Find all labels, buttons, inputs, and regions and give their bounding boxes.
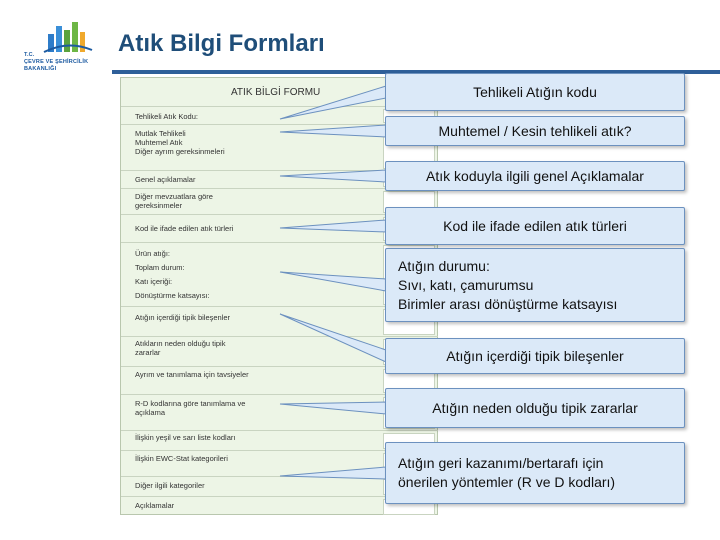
callout-box	[385, 442, 685, 504]
callout-box	[385, 338, 685, 374]
form-row-label-line: İlişkin yeşil ve sarı liste kodları	[135, 433, 236, 442]
form-row-label-line: Diğer ayrım gereksinmeleri	[135, 147, 225, 156]
callout-pointer	[280, 86, 386, 119]
form-row-label-line: Kod ile ifade edilen atık türleri	[135, 224, 234, 233]
callout-text	[432, 399, 637, 418]
callout-pointer	[280, 170, 386, 182]
callout-text	[443, 217, 627, 236]
callout-pointer	[280, 314, 386, 362]
form-row-label-line: Ürün atığı:	[135, 249, 171, 258]
form-row-label-line: Atıkların neden olduğu tipik	[135, 339, 226, 348]
callout-text-line: Atığın durumu:	[398, 257, 490, 274]
form-row-label-line: Mutlak Tehlikeli	[135, 129, 186, 138]
callout-pointer	[280, 402, 386, 414]
form-title: ATIK BİLGİ FORMU	[231, 87, 321, 98]
callout-box	[385, 161, 685, 191]
callout-text-line: Atığın geri kazanımı/bertarafı için	[398, 455, 604, 471]
callout-text	[439, 122, 632, 141]
callout-text-line: Atığın neden olduğu tipik zararlar	[432, 399, 638, 416]
form-row-label-line: Toplam durum:	[135, 263, 185, 272]
logo-line-3: BAKANLIĞI	[24, 66, 57, 72]
form-row-label-line: Genel açıklamalar	[135, 175, 196, 184]
callout-box	[385, 73, 685, 111]
form-row-label-line: Tehlikeli Atık Kodu:	[135, 112, 198, 121]
callout-pointer	[280, 272, 386, 291]
form-row-label-line: Dönüştürme katsayısı:	[135, 291, 210, 300]
form-row-label-line: Diğer mevzuatlara göre	[135, 192, 213, 201]
form-row-label-line: Katı içeriği:	[135, 277, 173, 286]
callout-box	[385, 207, 685, 245]
callout-text-line: Atığın içerdiği tipik bileşenler	[446, 347, 624, 364]
callout-box	[385, 388, 685, 428]
callout-box	[385, 248, 685, 322]
callout-text	[473, 83, 597, 102]
logo-line-2: ÇEVRE VE ŞEHİRCİLİK	[24, 59, 89, 65]
form-row-label-line: Diğer ilgili kategoriler	[135, 481, 205, 490]
callout-text	[398, 454, 615, 492]
form-row-label-line: Atığın içerdiği tipik bileşenler	[135, 313, 231, 322]
callout-pointer	[280, 125, 386, 137]
callout-text-line: Kod ile ifade edilen atık türleri	[443, 217, 627, 234]
callout-text-line: Tehlikeli Atığın kodu	[473, 83, 597, 100]
form-row-label-line: açıklama	[135, 408, 166, 417]
form-row-label-line: zararlar	[135, 348, 161, 357]
callout-text-line: Sıvı, katı, çamurumsu	[398, 276, 534, 293]
callout-pointer	[280, 467, 386, 479]
callout-box	[385, 116, 685, 146]
callout-text-line: Birimler arası dönüştürme katsayısı	[398, 295, 618, 312]
callout-pointer	[280, 220, 386, 232]
form-row-label-line: R-D kodlarına göre tanımlama ve	[135, 399, 246, 408]
callout-text	[446, 347, 623, 366]
callout-text-line: Atık koduyla ilgili genel Açıklamalar	[426, 167, 644, 184]
callout-text-line: önerilen yöntemler (R ve D kodları)	[398, 474, 616, 490]
page-title: Atık Bilgi Formları	[118, 30, 325, 57]
form-row-label-line: Açıklamalar	[135, 501, 175, 510]
logo-line-1: T.C.	[24, 52, 35, 58]
form-row-label-line: gereksinmeler	[135, 201, 183, 210]
form-row-label-line: Muhtemel Atık	[135, 138, 183, 147]
callout-text	[426, 167, 644, 186]
form-row-label-line: Ayrım ve tanımlama için tavsiyeler	[135, 370, 249, 379]
callout-text	[398, 257, 617, 314]
form-row-label-line: İlişkin EWC-Stat kategorileri	[135, 454, 228, 463]
callout-text-line: Muhtemel / Kesin tehlikeli atık?	[438, 122, 632, 139]
